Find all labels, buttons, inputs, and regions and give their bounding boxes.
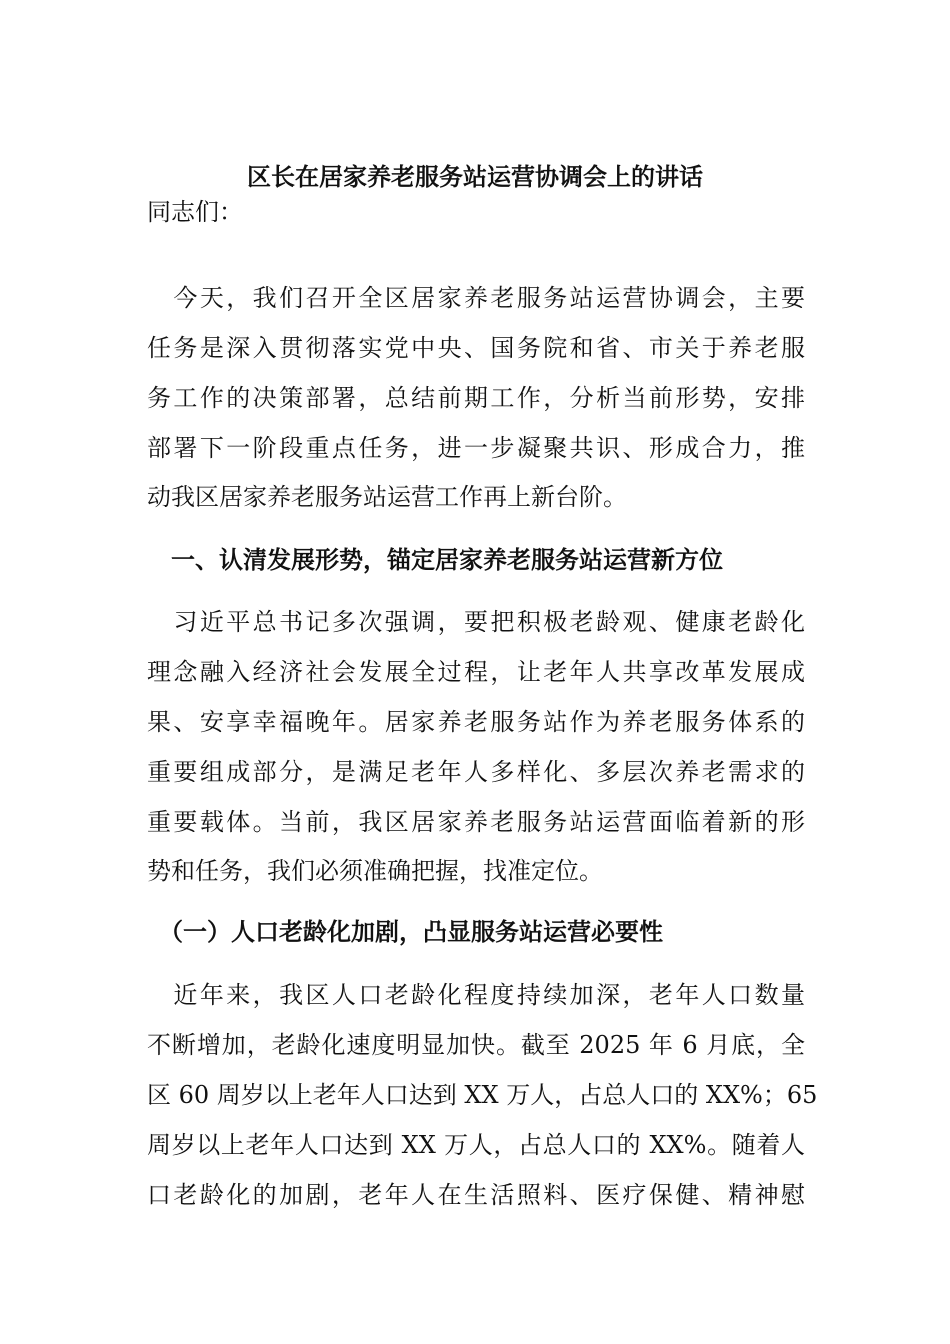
paragraph-line: 部署下一阶段重点任务，进一步凝聚共识、形成合力，推 bbox=[147, 434, 805, 462]
section-heading-1: 一、认清发展形势，锚定居家养老服务站运营新方位 bbox=[147, 545, 723, 574]
paragraph-line: 口老龄化的加剧，老年人在生活照料、医疗保健、精神慰 bbox=[147, 1181, 805, 1209]
paragraph-line: 不断增加，老龄化速度明显加快。截至 2025 年 6 月底，全 bbox=[147, 1031, 805, 1059]
paragraph-line: 习近平总书记多次强调，要把积极老龄观、健康老龄化 bbox=[147, 608, 805, 636]
paragraph-line: 务工作的决策部署，总结前期工作，分析当前形势，安排 bbox=[147, 384, 805, 412]
salutation: 同志们： bbox=[147, 198, 243, 226]
paragraph-line: 动我区居家养老服务站运营工作再上新台阶。 bbox=[147, 483, 627, 511]
section-heading-2: （一）人口老龄化加剧，凸显服务站运营必要性 bbox=[147, 917, 663, 946]
paragraph-line: 果、安享幸福晚年。居家养老服务站作为养老服务体系的 bbox=[147, 708, 805, 736]
paragraph-line: 今天，我们召开全区居家养老服务站运营协调会，主要 bbox=[147, 284, 805, 312]
paragraph-line: 近年来，我区人口老龄化程度持续加深，老年人口数量 bbox=[147, 981, 805, 1009]
paragraph-line: 区 60 周岁以上老年人口达到 XX 万人，占总人口的 XX%；65 bbox=[147, 1081, 818, 1109]
paragraph-line: 势和任务，我们必须准确把握，找准定位。 bbox=[147, 857, 603, 885]
document-title: 区长在居家养老服务站运营协调会上的讲话 bbox=[247, 162, 703, 191]
paragraph-line: 任务是深入贯彻落实党中央、国务院和省、市关于养老服 bbox=[147, 334, 805, 362]
paragraph-line: 周岁以上老年人口达到 XX 万人，占总人口的 XX%。随着人 bbox=[147, 1131, 805, 1159]
paragraph-line: 重要载体。当前，我区居家养老服务站运营面临着新的形 bbox=[147, 808, 805, 836]
paragraph-line: 理念融入经济社会发展全过程，让老年人共享改革发展成 bbox=[147, 658, 805, 686]
paragraph-line: 重要组成部分，是满足老年人多样化、多层次养老需求的 bbox=[147, 758, 805, 786]
